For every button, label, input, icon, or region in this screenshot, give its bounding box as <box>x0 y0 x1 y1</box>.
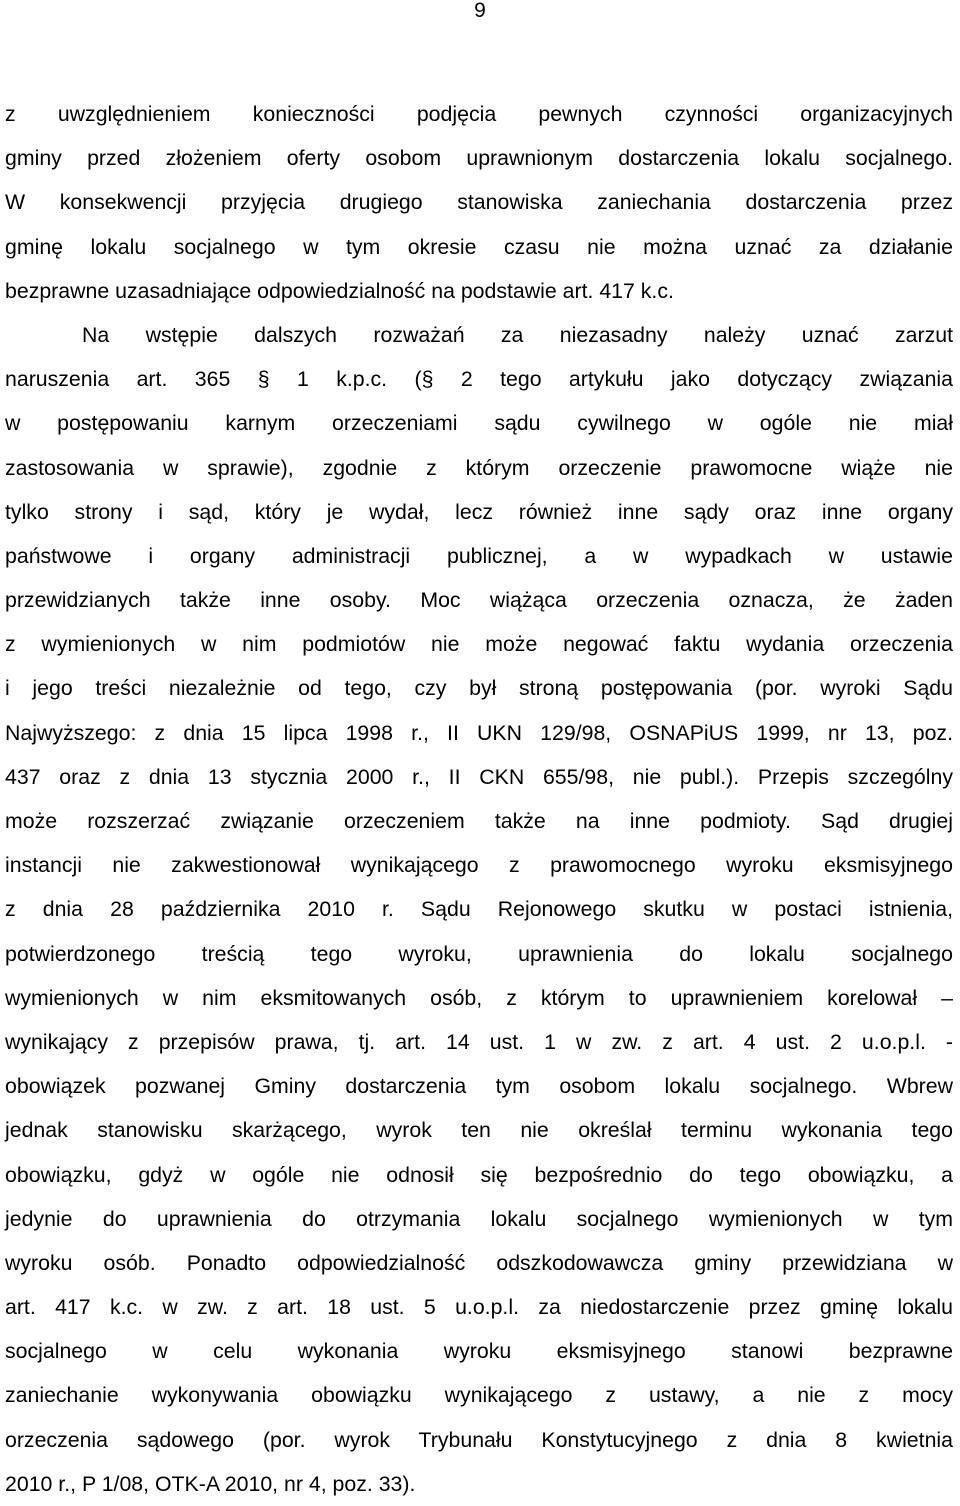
text-line: instancji nie zakwestionował wynikającego z prawomocnego wyroku eksmisyjnego <box>5 853 953 878</box>
text-line: potwierdzonego treścią tego wyroku, uprawnienia do lokalu socjalnego <box>5 941 953 966</box>
text-line: gminy przed złożeniem oferty osobom uprawnionym dostarczenia lokalu socjalnego. <box>5 146 953 171</box>
paragraph-first-line: Na wstępie dalszych rozważań za niezasadny należy uznać zarzut <box>82 322 953 347</box>
text-line: zastosowania w sprawie), zgodnie z którym orzeczenie prawomocne wiąże nie <box>5 455 953 480</box>
text-line: Najwyższego: z dnia 15 lipca 1998 r., II UKN 129/98, OSNAPiUS 1999, nr 13, poz. <box>5 720 953 745</box>
text-line: wynikający z przepisów prawa, tj. art. 14 ust. 1 w zw. z art. 4 ust. 2 u.o.p.l. - <box>5 1029 953 1054</box>
text-line: przewidzianych także inne osoby. Moc wiążąca orzeczenia oznacza, że żaden <box>5 588 953 613</box>
text-line: art. 417 k.c. w zw. z art. 18 ust. 5 u.o.p.l. za niedostarczenie przez gminę lokalu <box>5 1295 953 1320</box>
text-line: gminę lokalu socjalnego w tym okresie czasu nie można uznać za działanie <box>5 234 953 259</box>
text-line: i jego treści niezależnie od tego, czy był stroną postępowania (por. wyroki Sądu <box>5 676 953 701</box>
text-line: tylko strony i sąd, który je wydał, lecz również inne sądy oraz inne organy <box>5 499 953 524</box>
text-line: w postępowaniu karnym orzeczeniami sądu cywilnego w ogóle nie miał <box>5 411 953 436</box>
text-line: W konsekwencji przyjęcia drugiego stanowiska zaniechania dostarczenia przez <box>5 190 953 215</box>
text-line: z wymienionych w nim podmiotów nie może negować faktu wydania orzeczenia <box>5 632 953 657</box>
text-line: socjalnego w celu wykonania wyroku eksmisyjnego stanowi bezprawne <box>5 1339 953 1364</box>
text-line: jedynie do uprawnienia do otrzymania lokalu socjalnego wymienionych w tym <box>5 1206 953 1231</box>
text-line: jednak stanowisku skarżącego, wyrok ten nie określał terminu wykonania tego <box>5 1118 953 1143</box>
text-line: może rozszerzać związanie orzeczeniem także na inne podmioty. Sąd drugiej <box>5 809 953 833</box>
text-line: naruszenia art. 365 § 1 k.p.c. (§ 2 tego artykułu jako dotyczący związania <box>5 367 953 392</box>
text-line: 2010 r., P 1/08, OTK-A 2010, nr 4, poz. 33). <box>5 1471 416 1496</box>
text-line: 437 oraz z dnia 13 stycznia 2000 r., II CKN 655/98, nie publ.). Przepis szczególny <box>5 764 953 789</box>
text-line: wyroku osób. Ponadto odpowiedzialność odszkodowawcza gminy przewidziana w <box>5 1250 953 1275</box>
text-line: z dnia 28 października 2010 r. Sądu Rejonowego skutku w postaci istnienia, <box>5 897 953 922</box>
text-line: państwowe i organy administracji publicznej, a w wypadkach w ustawie <box>5 543 953 568</box>
page-number: 9 <box>474 0 486 22</box>
text-line: orzeczenia sądowego (por. wyrok Trybunału Konstytucyjnego z dnia 8 kwietnia <box>5 1427 953 1452</box>
text-line: zaniechanie wykonywania obowiązku wynikającego z ustawy, a nie z mocy <box>5 1383 953 1408</box>
text-line: z uwzględnieniem konieczności podjęcia pewnych czynności organizacyjnych <box>5 102 953 126</box>
text-line: obowiązek pozwanej Gminy dostarczenia tym osobom lokalu socjalnego. Wbrew <box>5 1074 953 1099</box>
text-line: obowiązku, gdyż w ogóle nie odnosił się bezpośrednio do tego obowiązku, a <box>5 1162 953 1187</box>
text-line: bezprawne uzasadniające odpowiedzialność na podstawie art. 417 k.c. <box>5 278 674 303</box>
text-line: wymienionych w nim eksmitowanych osób, z którym to uprawnieniem korelował – <box>5 985 953 1010</box>
document-body <box>5 92 953 1506</box>
